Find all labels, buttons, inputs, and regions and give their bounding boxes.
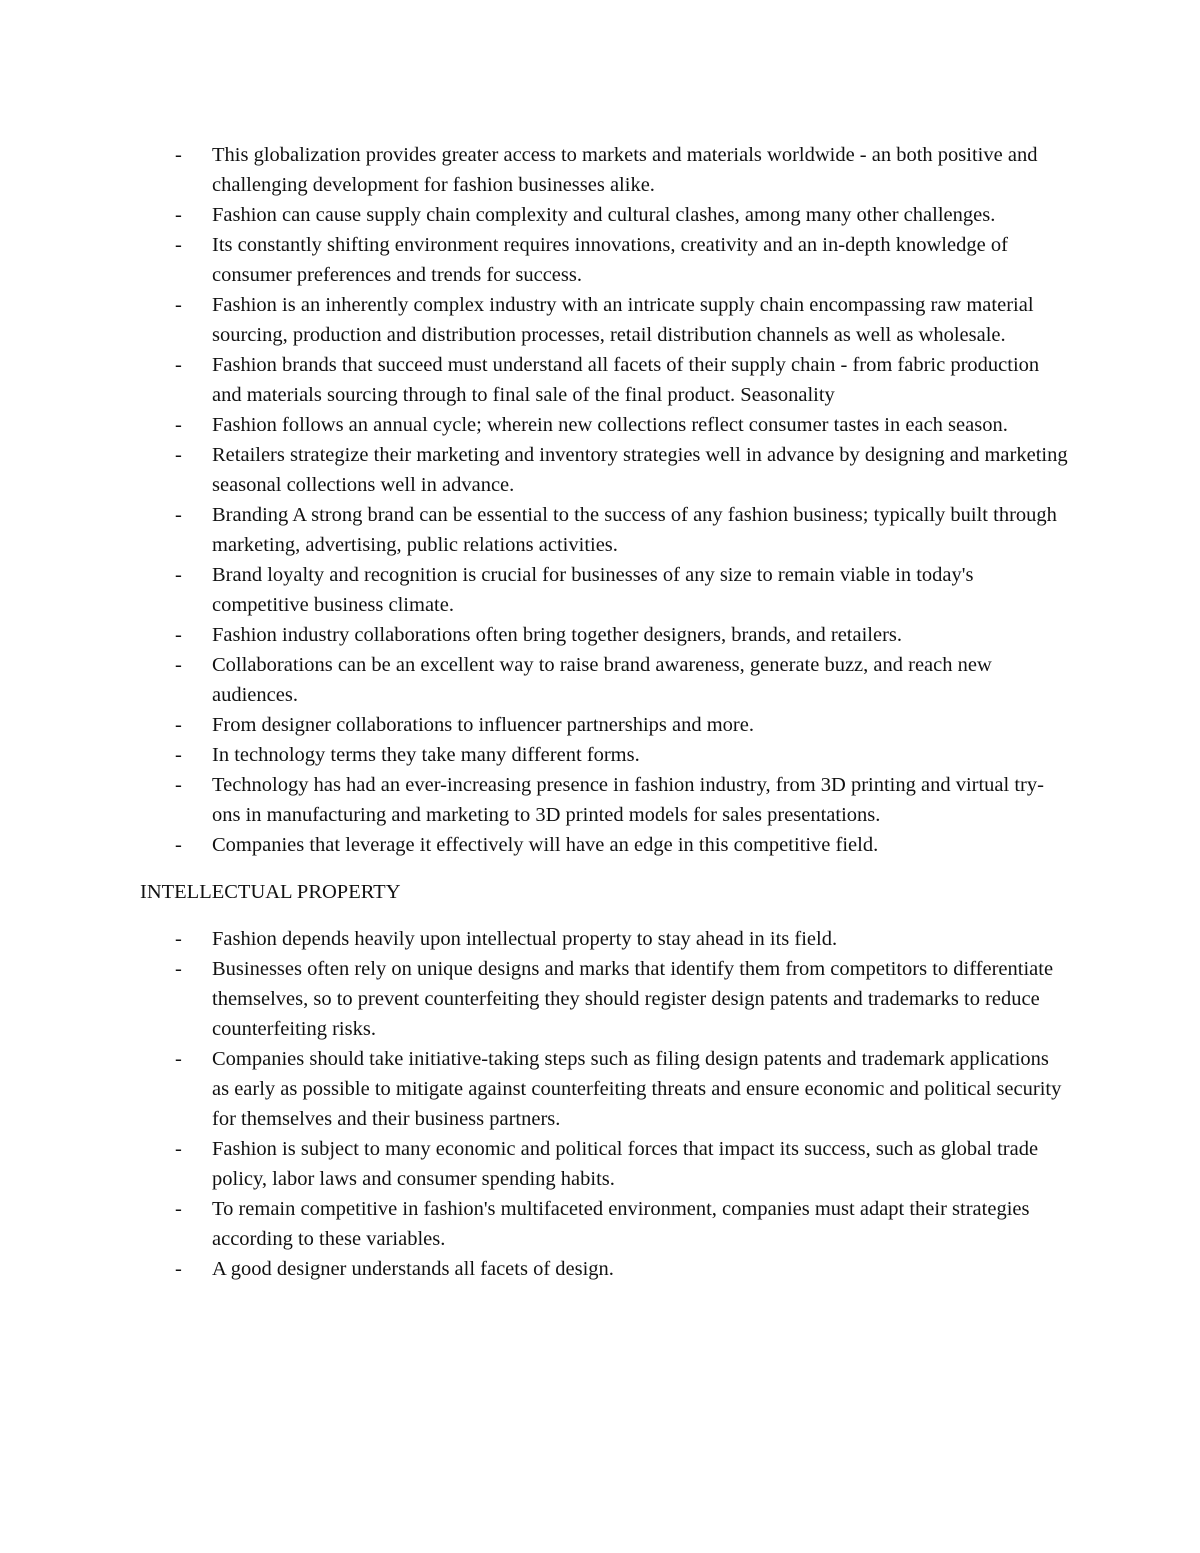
list-item bbox=[140, 500, 1070, 560]
list-item-text: A good designer understands all facets of design. bbox=[212, 1258, 614, 1280]
list-item bbox=[140, 1044, 1070, 1134]
dash-bullet: - bbox=[175, 834, 182, 856]
dash-bullet: - bbox=[175, 1048, 182, 1070]
list-item-text: To remain competitive in fashion's multifaceted environment, companies must adapt their strategies according to these variables. bbox=[212, 1198, 1030, 1250]
list-item bbox=[140, 924, 1070, 954]
dash-bullet: - bbox=[175, 444, 182, 466]
list-item bbox=[140, 710, 1070, 740]
list-item-text: Fashion follows an annual cycle; wherein new collections reflect consumer tastes in each season. bbox=[212, 414, 1008, 436]
list-item-text: From designer collaborations to influencer partnerships and more. bbox=[212, 714, 754, 736]
list-item bbox=[140, 140, 1070, 200]
list-item bbox=[140, 200, 1070, 230]
list-item-text: Brand loyalty and recognition is crucial for businesses of any size to remain viable in today's competitive business climate. bbox=[212, 564, 974, 616]
list-item bbox=[140, 1254, 1070, 1284]
list-item-text: Its constantly shifting environment requires innovations, creativity and an in-depth knowledge of consumer preferences and trends for success. bbox=[212, 234, 1008, 286]
list-item bbox=[140, 230, 1070, 290]
list-item-text: In technology terms they take many different forms. bbox=[212, 744, 640, 766]
dash-bullet: - bbox=[175, 958, 182, 980]
list-item-text: Fashion brands that succeed must understand all facets of their supply chain - from fabric production and materials sourcing through to final sale of the final product. Seasonality bbox=[212, 354, 1040, 406]
list-item-text: Branding A strong brand can be essential to the success of any fashion business; typically built through marketing, advertising, public relations activities. bbox=[212, 504, 1057, 556]
list-item-text: Collaborations can be an excellent way to raise brand awareness, generate buzz, and reach new audiences. bbox=[212, 654, 992, 706]
list-item-text: Fashion is subject to many economic and political forces that impact its success, such as global trade policy, labor laws and consumer spending habits. bbox=[212, 1138, 1039, 1190]
list-item bbox=[140, 620, 1070, 650]
dash-bullet: - bbox=[175, 144, 182, 166]
list-item bbox=[140, 830, 1070, 860]
list-item-text: Fashion can cause supply chain complexity and cultural clashes, among many other challenges. bbox=[212, 204, 996, 226]
dash-bullet: - bbox=[175, 234, 182, 256]
list-item-text: Retailers strategize their marketing and inventory strategies well in advance by designing and marketing seasonal collections well in advance. bbox=[212, 444, 1068, 496]
dash-bullet: - bbox=[175, 294, 182, 316]
dash-bullet: - bbox=[175, 504, 182, 526]
dash-bullet: - bbox=[175, 354, 182, 376]
list-item bbox=[140, 560, 1070, 620]
list-item bbox=[140, 440, 1070, 500]
list-item bbox=[140, 770, 1070, 830]
list-item bbox=[140, 290, 1070, 350]
dash-bullet: - bbox=[175, 1258, 182, 1280]
list-item-text: This globalization provides greater access to markets and materials worldwide - an both positive and challenging development for fashion businesses alike. bbox=[212, 144, 1038, 196]
dash-bullet: - bbox=[175, 1198, 182, 1220]
dash-bullet: - bbox=[175, 714, 182, 736]
list-item-text: Fashion industry collaborations often bring together designers, brands, and retailers. bbox=[212, 624, 903, 646]
list-item-text: Companies should take initiative-taking steps such as filing design patents and trademark applications as early as possible to mitigate against counterfeiting threats and ensure economic and political security for themselves and their business partners. bbox=[212, 1048, 1062, 1130]
list-item bbox=[140, 740, 1070, 770]
section-heading: INTELLECTUAL PROPERTY bbox=[140, 881, 401, 903]
list-item bbox=[140, 410, 1070, 440]
list-item-text: Fashion depends heavily upon intellectual property to stay ahead in its field. bbox=[212, 928, 838, 950]
dash-bullet: - bbox=[175, 204, 182, 226]
list-item bbox=[140, 650, 1070, 710]
list-item bbox=[140, 350, 1070, 410]
page-content bbox=[140, 140, 1070, 1284]
dash-bullet: - bbox=[175, 928, 182, 950]
list-item bbox=[140, 954, 1070, 1044]
list-item-text: Fashion is an inherently complex industry with an intricate supply chain encompassing raw material sourcing, production and distribution processes, retail distribution channels as well as wholesale. bbox=[212, 294, 1034, 346]
dash-bullet: - bbox=[175, 774, 182, 796]
bullet-list-intellectual-property bbox=[140, 924, 1070, 1284]
dash-bullet: - bbox=[175, 654, 182, 676]
dash-bullet: - bbox=[175, 744, 182, 766]
bullet-list-general bbox=[140, 140, 1070, 860]
list-item-text: Companies that leverage it effectively will have an edge in this competitive field. bbox=[212, 834, 879, 856]
list-item-text: Businesses often rely on unique designs and marks that identify them from competitors to differentiate themselves, so to prevent counterfeiting they should register design patents and trademarks to reduce counterfeiting risks. bbox=[212, 958, 1054, 1040]
dash-bullet: - bbox=[175, 414, 182, 436]
list-item bbox=[140, 1194, 1070, 1254]
dash-bullet: - bbox=[175, 624, 182, 646]
list-item-text: Technology has had an ever-increasing presence in fashion industry, from 3D printing and virtual try-ons in manufacturing and marketing to 3D printed models for sales presentations. bbox=[212, 774, 1044, 826]
list-item bbox=[140, 1134, 1070, 1194]
dash-bullet: - bbox=[175, 564, 182, 586]
dash-bullet: - bbox=[175, 1138, 182, 1160]
